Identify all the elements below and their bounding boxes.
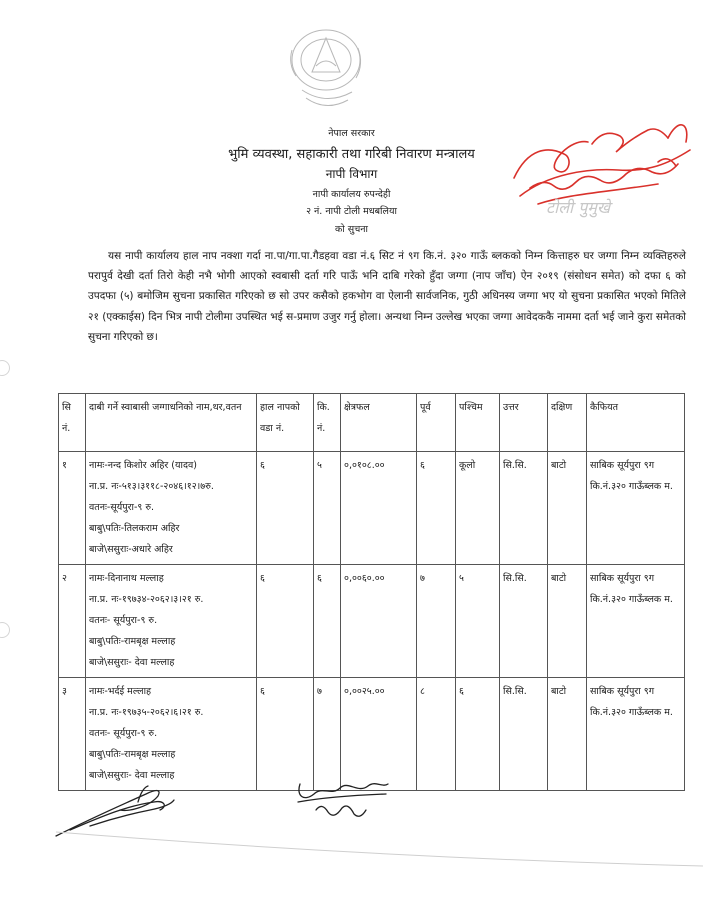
government-title: नेपाल सरकार	[328, 128, 375, 139]
claimant-address: वतनः- सूर्यपुरा-९ रु.	[89, 615, 158, 626]
signature-left	[50, 780, 180, 842]
claimant-table	[58, 393, 685, 791]
cell-ward: ६	[257, 452, 314, 565]
claimant-address: वतनः- सूर्यपुरा-९ रु.	[89, 728, 158, 739]
claimant-father: बाबु\पतिः-रामबृक्ष मल्लाह	[89, 636, 176, 647]
binder-hole	[0, 360, 10, 376]
office-title: नापी कार्यालय रुपन्देही	[312, 189, 391, 200]
signature-center	[292, 772, 392, 824]
header-ward: हाल नापको वडा नं.	[257, 394, 314, 452]
cell-north: सि.सि.	[500, 452, 548, 565]
claimant-citizenship: ना.प्र. नः-५१३।३११८-२०४६।१२।७रु.	[89, 481, 214, 492]
cell-west: कूलो	[456, 452, 500, 565]
header-claimant: दाबी गर्ने स्वाबासी जग्गाधनिको नाम,थर,वतन	[86, 394, 257, 452]
cell-kitta: ७	[314, 678, 341, 791]
claimant-address: वतनः-सूर्यपुरा-९ रु.	[89, 502, 155, 513]
claimant-name: नामः-दिनानाथ मल्लाह	[89, 573, 164, 584]
cell-east: ७	[417, 565, 456, 678]
claimant-father: बाबु\पतिः-तिलकराम अहिर	[89, 523, 180, 534]
table-row	[59, 452, 685, 565]
header-area: क्षेत्रफल	[341, 394, 417, 452]
government-emblem-stamp	[282, 20, 370, 112]
cell-south: बाटो	[548, 452, 587, 565]
team-title: २ नं. नापी टोली मधबलिया	[306, 206, 397, 217]
department-title: नापी विभाग	[325, 167, 378, 181]
cell-remarks: साबिक सूर्यपुरा ९ग कि.नं.३२० गाऊँब्लक म.	[587, 452, 685, 565]
header-east: पूर्व	[417, 394, 456, 452]
cell-south: बाटो	[548, 678, 587, 791]
cell-east: ८	[417, 678, 456, 791]
table-row	[59, 565, 685, 678]
cell-north: सि.सि.	[500, 565, 548, 678]
cell-north: सि.सि.	[500, 678, 548, 791]
claimant-grandfather: बाजे\ससुराः- देवा मल्लाह	[89, 770, 175, 781]
cell-west: ५	[456, 565, 500, 678]
header-west: पश्चिम	[456, 394, 500, 452]
claimant-grandfather: बाजे\ससुराः-अधारे अहिर	[89, 544, 173, 555]
header-north: उत्तर	[500, 394, 548, 452]
cell-west: ६	[456, 678, 500, 791]
claimant-grandfather: बाजे\ससुराः- देवा मल्लाह	[89, 657, 175, 668]
cell-area: ०,०१०८.००	[341, 452, 417, 565]
cell-sn: ३	[59, 678, 86, 791]
cell-kitta: ६	[314, 565, 341, 678]
cell-remarks: साबिक सूर्यपुरा ९ग कि.नं.३२० गाऊँब्लक म.	[587, 678, 685, 791]
header-south: दक्षिण	[548, 394, 587, 452]
cell-ward: ६	[257, 678, 314, 791]
cell-east: ६	[417, 452, 456, 565]
cell-kitta: ५	[314, 452, 341, 565]
header-kitta: कि. नं.	[314, 394, 341, 452]
claimant-name: नामः-भर्दई मल्लाह	[89, 686, 152, 697]
claimant-citizenship: ना.प्र. नः-१९७३४-२०६२।३।२१ रु.	[89, 594, 204, 605]
header-sn: सि नं.	[59, 394, 86, 452]
cell-area: ०,००६०.००	[341, 565, 417, 678]
header-remarks: कैफियत	[587, 394, 685, 452]
cell-claimant	[86, 565, 257, 678]
table-header-row	[59, 394, 685, 452]
claimant-father: बाबु\पतिः-रामबृक्ष मल्लाह	[89, 749, 176, 760]
claimant-citizenship: ना.प्र. नः-१९७३५-२०६२।६।२१ रु.	[89, 707, 204, 718]
notice-title: को सुचना	[335, 224, 368, 235]
ministry-title: भुमि व्यवस्था, सहाकारी तथा गरिबी निवारण मन्त्रालय	[228, 147, 475, 162]
binder-hole	[0, 622, 10, 638]
cell-sn: १	[59, 452, 86, 565]
cell-claimant	[86, 678, 257, 791]
cell-remarks: साबिक सूर्यपुरा ९ग कि.नं.३२० गाऊँब्लक म.	[587, 565, 685, 678]
faint-team-stamp: टोली पुमुखे	[546, 198, 611, 217]
cell-sn: २	[59, 565, 86, 678]
cell-claimant	[86, 452, 257, 565]
cell-south: बाटो	[548, 565, 587, 678]
cell-ward: ६	[257, 565, 314, 678]
cell-area: ०,००२५.००	[341, 678, 417, 791]
notice-body-paragraph: यस नापी कार्यालय हाल नाप नक्शा गर्दा ना.पा/गा.पा.गैडहवा वडा नं.६ सिट नं ९ग कि.नं. ३२० गाऊँ ब्लकको निम्न कित्ताहरु घर जग्गा निम्न व्यक्तिहरुले परापुर्व देखी दर्ता तिरो केही नभै भोगी आएको स्वबासी दर्ता गरि पाऊँ भनि दाबि गरेको हुँदा जग्गा (नाप जाँच) ऐन २०१९ (संसोधन समेत) को दफा ६ को उपदफा (५) बमोजिम सुचना प्रकासित गरिएको छ सो उपर कसैको हकभोग वा ऐलानी सार्वजनिक, गुठी अधिनस्य जग्गा भए यो सुचना प्रकासित भएको मितिले २१ (एक्काईस) दिन भित्र नापी टोलीमा उपस्थित भई स-प्रमाण उजुर गर्नु होला। अन्यथा निम्न उल्लेख भएका जग्गा आवेदककै नाममा दर्ता भई जाने कुरा समेतको सुचना गरिएको छ।	[88, 250, 686, 343]
claimant-name: नामः-नन्द किशोर अहिर (यादव)	[89, 460, 197, 471]
